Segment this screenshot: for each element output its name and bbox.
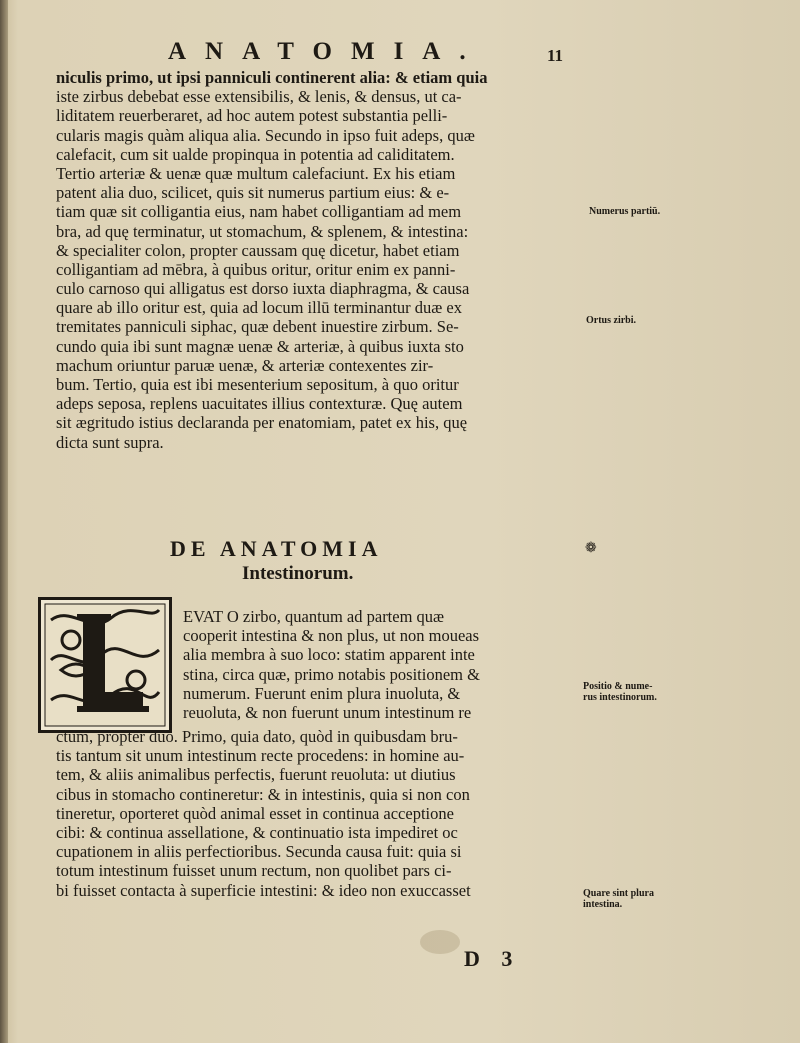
text-line: tiam quæ sit colligantia eius, nam habet colligantiam ad mem: [56, 202, 462, 222]
text-line: adeps seposa, replens uacuitates illius contexturæ. Quę autem: [56, 394, 463, 414]
text-line: alia membra à suo loco: statim apparent inte: [183, 645, 475, 665]
text-line: sit ægritudo istius declaranda per enatomiam, patet ex his, quę: [56, 413, 468, 433]
printers-ornament-icon: ❁: [585, 541, 597, 556]
text-line: EVAT O zirbo, quantum ad partem quæ: [183, 607, 445, 626]
margin-note-positio: [583, 681, 703, 703]
text-line: cupationem in aliis perfectioribus. Secunda causa fuit: quia si: [56, 842, 462, 862]
folio-number: 11: [547, 46, 564, 65]
text-line: Tertio arteriæ & uenæ quæ multum calefaciunt. Ex his etiam: [56, 163, 456, 183]
text-line: quare ab illo oritur est, quia ad locum illū terminantur duæ ex: [56, 298, 462, 318]
text-line: cibus in stomacho contineretur: & in intestinis, quia si non con: [56, 784, 470, 804]
margin-note-quare: [583, 888, 703, 910]
text-line: cibi: & continua assellatione, & continuatio ista impediret oc: [56, 822, 458, 842]
text-line: numerum. Fuerunt enim plura inuoluta, &: [183, 683, 461, 703]
text-block-3: [56, 727, 576, 900]
section-heading: DE ANATOMIA: [170, 536, 383, 561]
text-line: machum oriuntur paruæ uenæ, & arteriæ contexentes zir-: [56, 355, 434, 375]
text-line: stina, circa quæ, primo notabis positionem &: [183, 664, 480, 684]
text-line: tineretur, oporteret quòd animal esset in continua acceptione: [56, 803, 454, 823]
text-block-2: [183, 607, 575, 722]
margin-note-quare-line: intestina.: [583, 899, 623, 910]
text-line: ctum, propter duo. Primo, quia dato, quòd in quibusdam bru-: [56, 727, 458, 746]
text-line: totum intestinum fuisset unum rectum, non quolibet pars ci-: [56, 861, 452, 881]
section-subheading: Intestinorum.: [242, 563, 354, 584]
text-block-1: [56, 68, 576, 452]
text-line: tremitates panniculi siphac, quæ debent inuestire zirbum. Se-: [56, 317, 459, 337]
text-line: cooperit intestina & non plus, ut non moueas: [183, 626, 480, 646]
running-head: ANATOMIA.: [168, 38, 485, 65]
text-line: culo carnoso qui alligatus est dorso iuxta diaphragma, & causa: [56, 279, 470, 299]
binding-gutter: [0, 0, 8, 1043]
text-line: tem, & aliis animalibus perfectis, fuerunt reuoluta: ut diutius: [56, 765, 456, 785]
margin-note-positio-line: rus intestinorum.: [583, 692, 657, 703]
text-line: liditatem reuerberaret, ad hoc autem potest substantia pelli-: [56, 106, 448, 126]
text-line: cundo quia ibi sunt magnæ uenæ & arteriæ, à quibus iuxta sto: [56, 336, 464, 356]
text-line: bum. Tertio, quia est ibi mesenterium sepositum, à quo oritur: [56, 375, 459, 394]
signature-mark: D 3: [464, 946, 521, 971]
text-line: & specialiter colon, propter caussam quę dicetur, habet etiam: [56, 240, 460, 260]
paper-stain: [420, 930, 460, 954]
margin-note-positio-line: Positio & nume-: [583, 681, 653, 692]
text-line: cularis magis quàm aliqua alia. Secundo in ipso fuit adeps, quæ: [56, 125, 475, 145]
text-line: niculis primo, ut ipsi panniculi continerent alia: & etiam quia: [56, 68, 488, 87]
text-line: patent alia duo, scilicet, quis sit numerus partium eius: & e-: [56, 183, 450, 203]
decorated-initial: [38, 597, 172, 733]
text-line: bi fuisset contacta à superficie intestini: & ideo non exuccasset: [56, 880, 471, 900]
text-line: calefacit, cum sit ualde propinqua in potentia ad caliditatem.: [56, 144, 455, 164]
margin-note-ortus: Ortus zirbi.: [586, 315, 636, 326]
margin-note-numerus: Numerus partiū.: [589, 206, 661, 217]
text-line: reuoluta, & non fuerunt unum intestinum re: [183, 702, 472, 722]
text-line: iste zirbus debebat esse extensibilis, & lenis, & densus, ut ca-: [56, 87, 462, 107]
text-line: dicta sunt supra.: [56, 432, 164, 452]
text-line: tis tantum sit unum intestinum recte procedens: in homine au-: [56, 746, 465, 766]
margin-note-quare-line: Quare sint plura: [583, 888, 654, 899]
text-line: bra, ad quę terminatur, ut stomachum, & splenem, & intestina:: [56, 221, 469, 241]
text-line: colligantiam ad mēbra, à quibus oritur, oritur enim ex panni-: [56, 259, 456, 279]
initial-ornament-icon: [41, 600, 169, 730]
